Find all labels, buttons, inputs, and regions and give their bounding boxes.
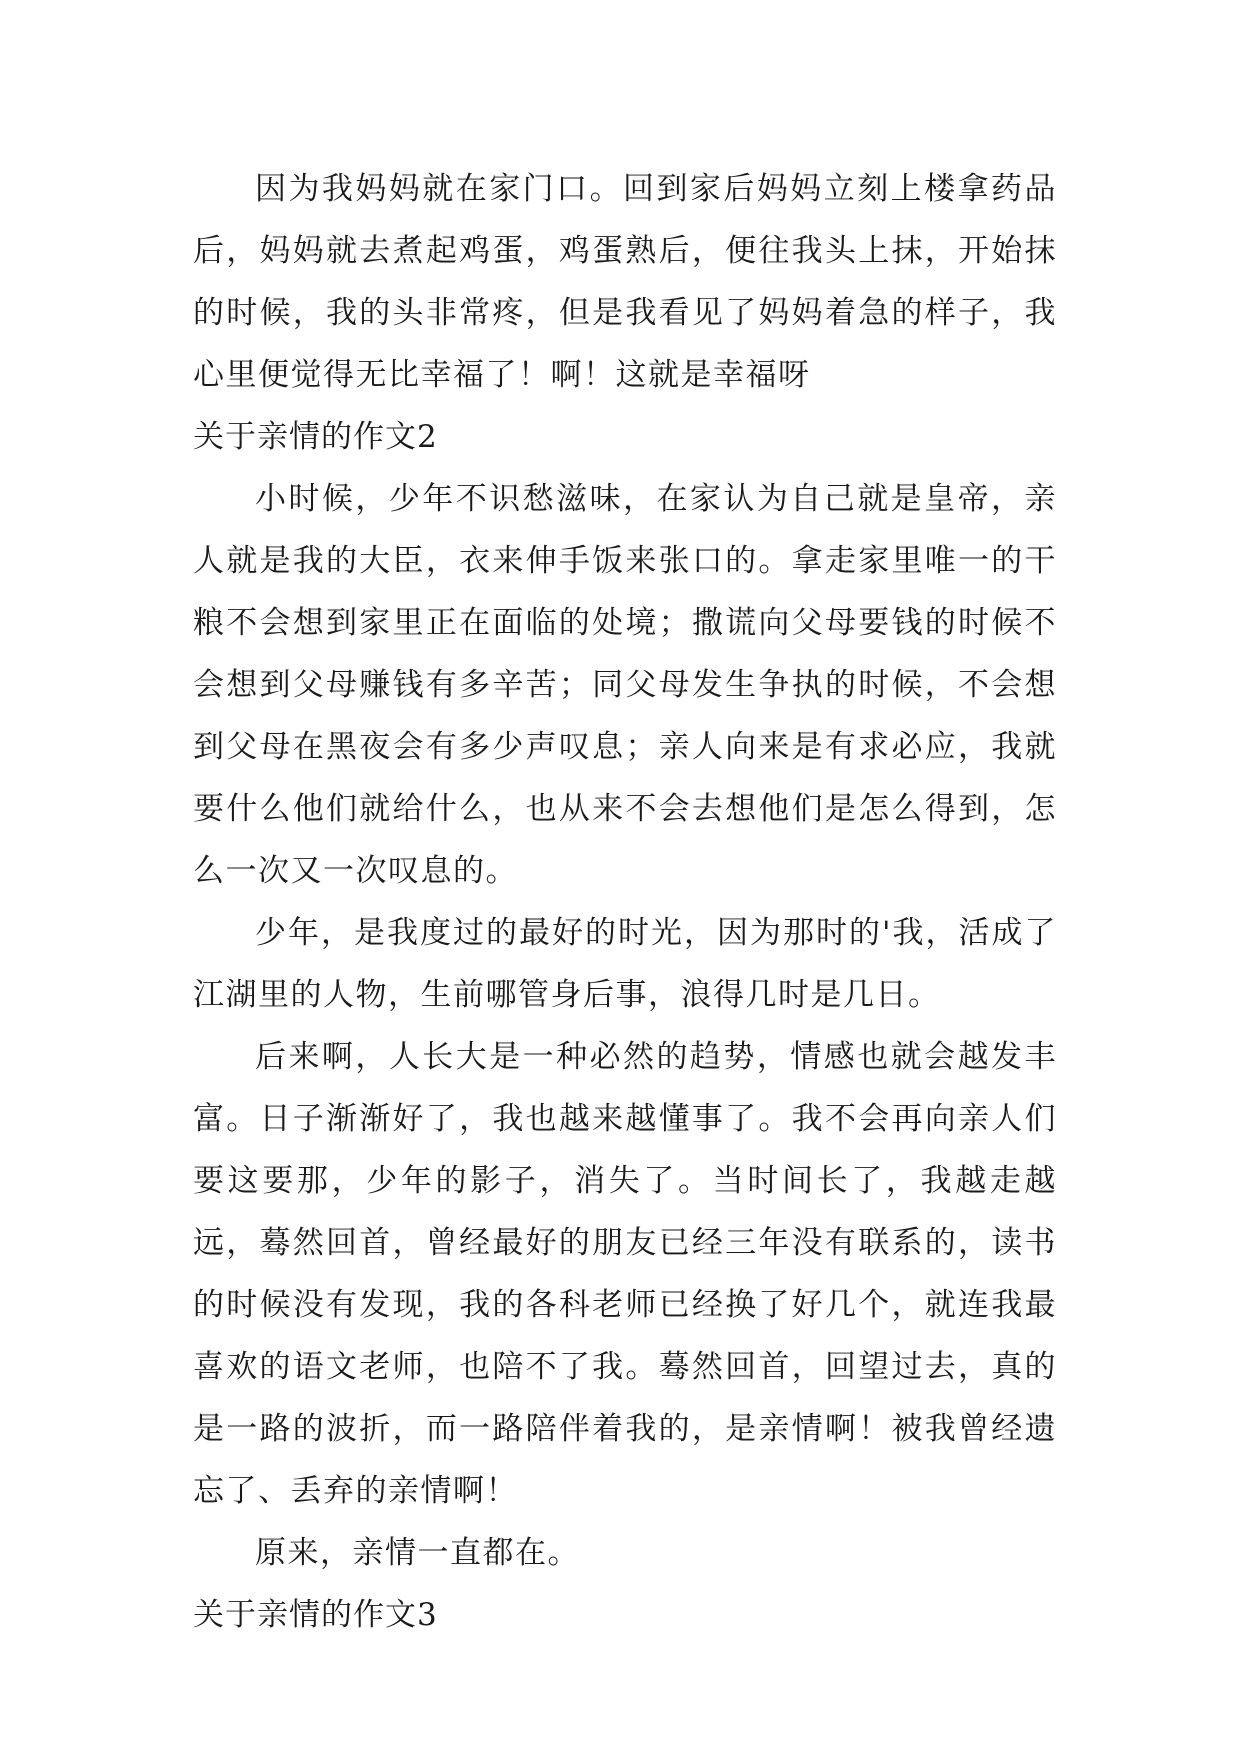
paragraph: 后来啊，人长大是一种必然的趋势，情感也就会越发丰富。日子渐渐好了，我也越来越懂事了。我不会再向亲人们要这要那，少年的影子，消失了。当时间长了，我越走越远，蓦然回首，曾经最好的朋友已经三年没有联系的，读书的时候没有发现，我的各科老师已经换了好几个，就连我最喜欢的语文老师，也陪不了我。蓦然回首，回望过去，真的是一路的波折，而一路陪伴着我的，是亲情啊！被我曾经遗忘了、丢弃的亲情啊！ (193, 1039, 1057, 1509)
paragraph: 小时候，少年不识愁滋味，在家认为自己就是皇帝，亲人就是我的大臣，衣来伸手饭来张口的。拿走家里唯一的干粮不会想到家里正在面临的处境；撒谎向父母要钱的时候不会想到父母赚钱有多辛苦；同父母发生争执的时候，不会想到父母在黑夜会有多少声叹息；亲人向来是有求必应，我就要什么他们就给什么，也从来不会去想他们是怎么得到，怎么一次又一次叹息的。 (193, 481, 1057, 889)
section-heading: 关于亲情的作文3 (193, 1597, 438, 1633)
paragraph: 原来，亲情一直都在。 (255, 1535, 580, 1571)
paragraph: 少年，是我度过的最好的时光，因为那时的'我，活成了江湖里的人物，生前哪管身后事，浪得几时是几日。 (193, 915, 1057, 1013)
document-body (193, 158, 1057, 1646)
paragraph: 因为我妈妈就在家门口。回到家后妈妈立刻上楼拿药品后，妈妈就去煮起鸡蛋，鸡蛋熟后，便往我头上抹，开始抹的时候，我的头非常疼，但是我看见了妈妈着急的样子，我心里便觉得无比幸福了！啊！这就是幸福呀 (193, 171, 1057, 393)
section-heading: 关于亲情的作文2 (193, 419, 438, 455)
